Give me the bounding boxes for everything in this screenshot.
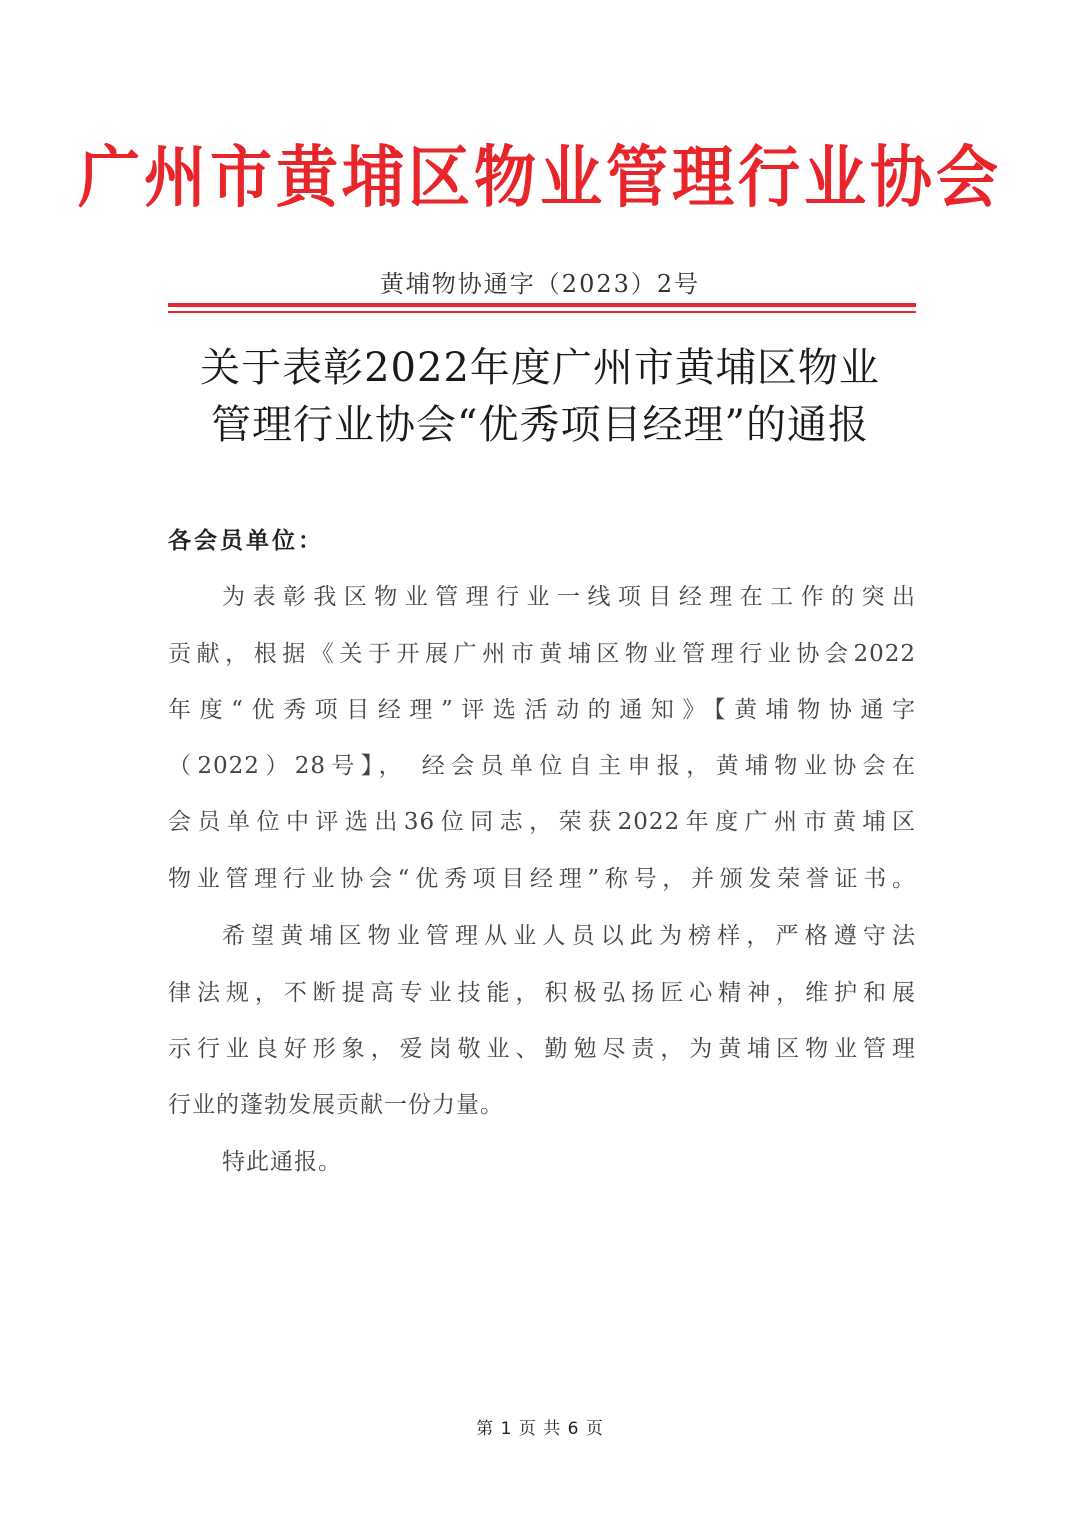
paragraph-1-line-5: 会员单位中评选出36位同志，荣获2022年度广州市黄埔区	[168, 809, 916, 835]
document-title-line-1: 关于表彰2022年度广州市黄埔区物业	[200, 345, 880, 391]
paragraph-1-line-2: 贡献，根据《关于开展广州市黄埔区物业管理行业协会2022	[168, 641, 916, 667]
paragraph-2-line-2: 律法规，不断提高专业技能，积极弘扬匠心精神，维护和展	[168, 980, 916, 1006]
closing-statement: 特此通报。	[222, 1149, 342, 1175]
paragraph-2-line-3: 示行业良好形象，爱岗敬业、勤勉尽责，为黄埔区物业管理	[168, 1036, 916, 1062]
paragraph-2-line-1: 希望黄埔区物业管理从业人员以此为榜样，严格遵守法	[222, 923, 916, 949]
page-indicator: 第 1 页 共 6 页	[476, 1419, 604, 1439]
document-number: 黄埔物协通字（2023）2号	[379, 270, 701, 298]
document-title	[150, 340, 930, 454]
salutation: 各会员单位：	[168, 528, 324, 554]
red-divider-thin	[168, 311, 916, 313]
paragraph-1-line-3: 年度“优秀项目经理”评选活动的通知》【黄埔物协通字	[168, 697, 916, 723]
document-title-line-2: 管理行业协会“优秀项目经理”的通报	[211, 402, 869, 448]
organization-letterhead: 广州市黄埔区物业管理行业协会	[77, 138, 1002, 217]
red-divider-thick	[168, 303, 916, 307]
paragraph-1-line-1: 为表彰我区物业管理行业一线项目经理在工作的突出	[222, 584, 916, 610]
paragraph-1-line-6: 物业管理行业协会“优秀项目经理”称号，并颁发荣誉证书。	[168, 866, 916, 892]
paragraph-1-line-4: （2022）28号】， 经会员单位自主申报，黄埔物业协会在	[168, 753, 916, 779]
paragraph-2-line-4: 行业的蓬勃发展贡献一份力量。	[168, 1092, 504, 1118]
